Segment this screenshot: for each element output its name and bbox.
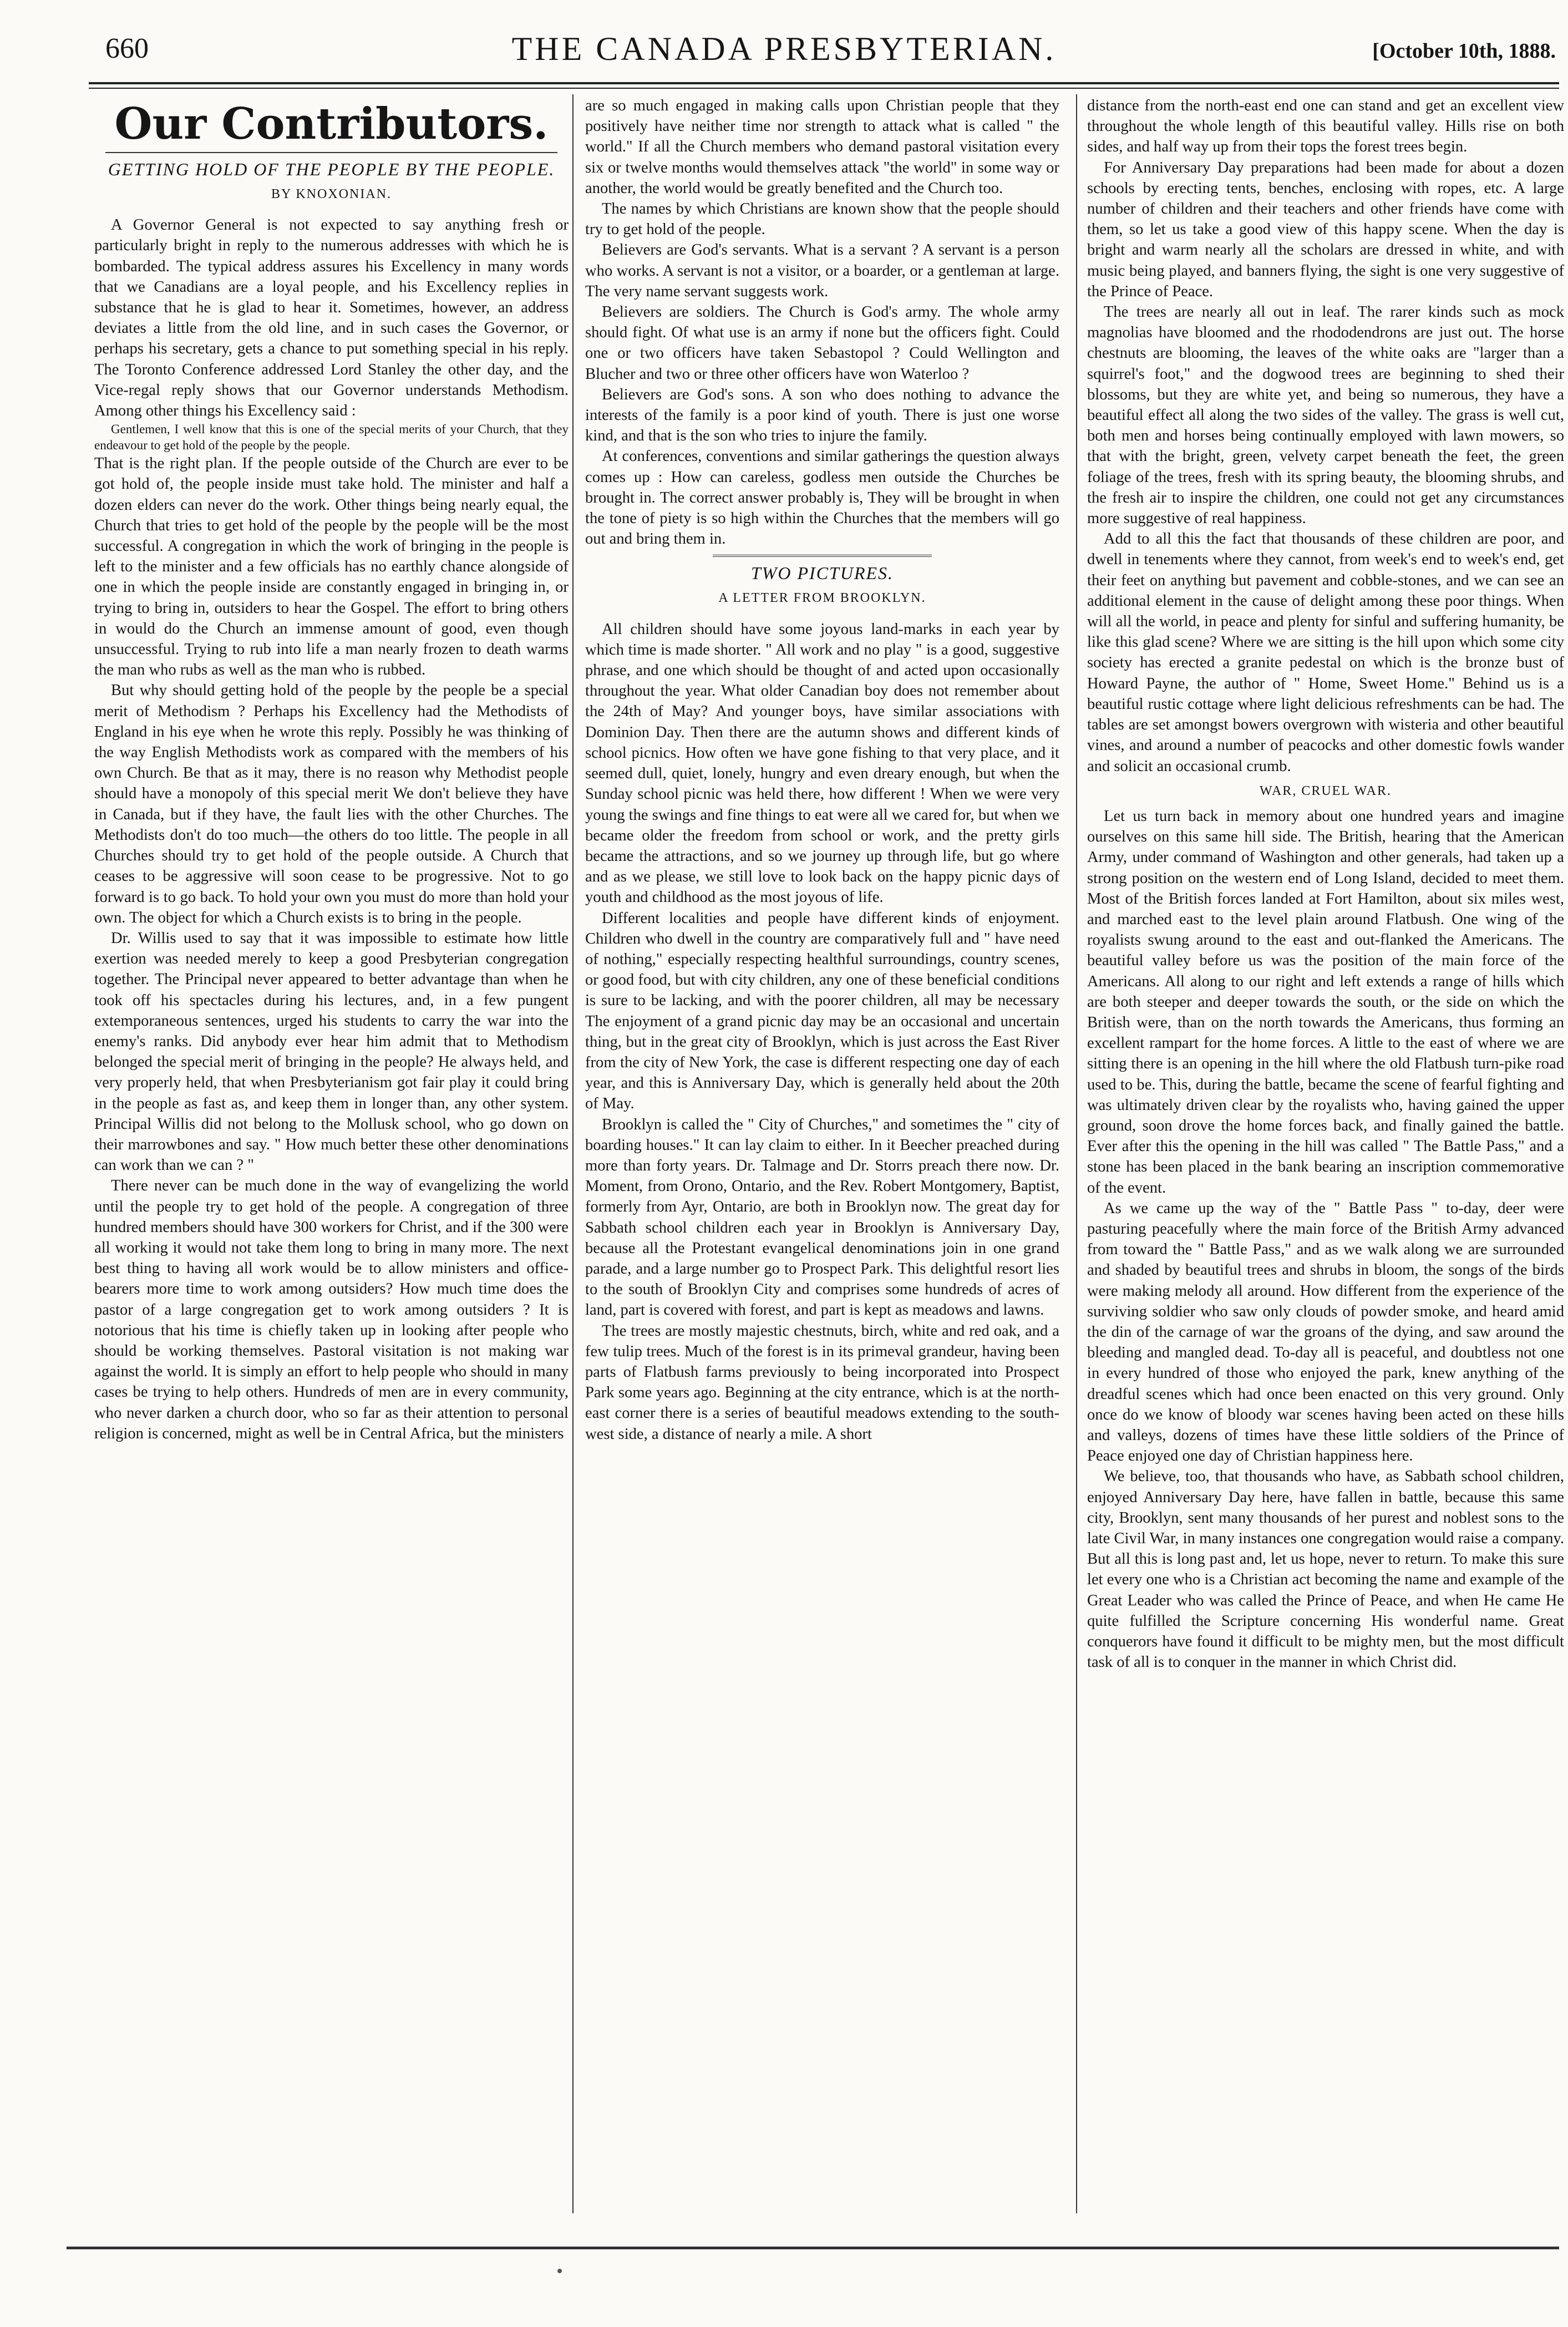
paragraph: Different localities and people have different kinds of enjoyment. Children who dwell in the country are comparatively full and " have need of nothing," especially respecting healthful surroundings, country scenes, or good food, but with city children, any one of these beneficial conditions is sure to be lacking, and with the poorer children, all may be necessary The enjoyment of a grand picnic day may be an occasional and uncertain thing, but in the great city of Brooklyn, which is just across the East River from the city of New York, the case is different respecting one day of each year, and this is Anniversary Day, which is generally held about the 20th of May.	[585, 909, 1059, 1113]
column-divider	[1076, 94, 1077, 2213]
newspaper-title: THE CANADA PRESBYTERIAN.	[511, 31, 1057, 67]
paragraph: Let us turn back in memory about one hundred years and imagine ourselves on this same hill side. The British, hearing that the American Army, under command of Washington and other generals, had taken up a strong position on the western end of Long Island, decided to meet them. Most of the British forces landed at Fort Hamilton, about six miles west, and marched east to the level plain around Flatbush. One wing of the royalists swung around to the east and out-flanked the Americans. The beautiful valley before us was the position of the main force of the Americans. All along to our right and left extends a range of hills which are both steeper and deeper towards the south, or the side on which the British were, than on the north towards the Americans, thus forming an excellent rampart for the home forces. A little to the east of where we are sitting there is an opening in the hill where the old Flatbush turn-pike road used to be. This, during the battle, became the scene of fearful fighting and was ultimately driven clear by the royalists who, having gained the upper ground, soon drove the home forces back, and finally gained the battle. Ever after this the opening in the hill was called " The Battle Pass," and a stone has been placed in the bank bearing an inscription commemorative of the event.	[1087, 807, 1564, 1197]
paragraph: There never can be much done in the way of evangelizing the world until the people try to get hold of the people. A congregation of three hundred members should have 300 workers for Christ, and if the 300 were all working it would not take them long to bring in many more. The next best thing to having all work would be to allow ministers and office-bearers more time to work among outsiders? How much time does the pastor of a large congregation get to work among outsiders ? It is notorious that his time is chiefly taken up in looking after people who should be working themselves. Pastoral visitation is not making war against the world. It is simply an effort to help people who should in many cases be trying to help others. Hundreds of men are in every community, who never darken a church door, who so far as their attention to personal religion is concerned, might as well be in Central Africa, but the ministers	[94, 1177, 569, 1442]
paragraph: Believers are God's sons. A son who does nothing to advance the interests of the family is a poor kind of youth. There is just one worse kind, and that is the son who tries to injure the family.	[585, 386, 1059, 445]
header-rule-thin	[89, 88, 1559, 89]
paragraph: Brooklyn is called the " City of Churches," and sometimes the " city of boarding houses." It can lay claim to either. In it Beecher preached during more than forty years. Dr. Talmage and Dr. Storrs preach there now. Dr. Moment, from Orono, Ontario, and the Rev. Robert Montgomery, Baptist, formerly from Ayr, Ontario, are both in Brooklyn now. The great day for Sabbath school children each year in Brooklyn is Anniversary Day, because all the Protestant evangelical denominations join in one grand parade, and a large number go to Prospect Park. This delightful resort lies to the south of Brooklyn City and comprises some hundreds of acres of land, part is covered with forest, and part is kept as meadows and lawns.	[585, 1116, 1059, 1319]
column-divider	[572, 94, 574, 2213]
paragraph: We believe, too, that thousands who have, as Sabbath school children, enjoyed Anniversary Day here, have fallen in battle, because this same city, Brooklyn, sent many thousands of her purest and noblest sons to the late Civil War, in many instances one congregation would raise a company. But all this is long past and, let us hope, never to return. To make this sure let every one who is a Christian act becoming the name and example of the Great Leader who was called the Prince of Peace, and when He came He quite fulfilled the Scripture concerning His wonderful name. Great conquerors have found it difficult to be mighty men, but the most difficult task of all is to conquer in the manner in which Christ did.	[1087, 1468, 1564, 1671]
paragraph: As we came up the way of the " Battle Pass " to-day, deer were pasturing peacefully where the main force of the British Army advanced from toward the " Battle Pass," and as we walk along we are surrounded and shaded by beautiful trees and shrubs in bloom, the songs of the birds were making melody all around. How different from the experience of the surviving soldier who saw only clouds of powder smoke, and heard amid the din of the carnage of war the groans of the dying, and saw around the bleeding and mangled dead. To-day all is peaceful, and doubtless not one in every hundred of those who enjoyed the park, knew anything of the dreadful scenes which had once been enacted on this very ground. Only once do we know of bloody war scenes having been acted on these hills and valleys, dozens of times have these little soldiers of the Prince of Peace enjoyed one day of Christian happiness here.	[1087, 1199, 1564, 1465]
print-speck	[557, 2269, 562, 2273]
paragraph: But why should getting hold of the people by the people be a special merit of Methodism ? Perhaps his Excellency had the Methodists of England in his eye when he wrote this reply. Possibly he was thinking of the way English Methodists work as compared with the members of his own Church. Be that as it may, there is no reason why Methodist people should have a monopoly of this special merit We don't believe they have in Canada, but if they have, the fault lies with the other Churches. The Methodists don't do too much—the others do too little. The people in all Churches should try to get hold of the people outside. A Church that ceases to be aggressive will soon cease to be progressive. Not to go forward is to go back. To hold your own you must do more than hold your own. The object for which a Church exists is to bring in the people.	[94, 682, 569, 926]
paragraph: distance from the north-east end one can stand and get an excellent view throughout the whole length of this beautiful valley. Hills rise on both sides, and half way up from their tops the forest trees begin.	[1087, 97, 1564, 156]
column-2	[585, 95, 1059, 1444]
article-title: TWO PICTURES.	[750, 563, 894, 584]
paragraph: The names by which Christians are known show that the people should try to get hold of the people.	[585, 200, 1059, 239]
subheading: WAR, CRUEL WAR.	[1259, 783, 1392, 798]
paragraph: are so much engaged in making calls upon Christian people that they positively have neither time nor strength to attack what is called " the world." If all the Church members who demand pastoral visitation every six or twelve months would themselves attack "the world" in some way or another, the world would be greatly benefited and the Church too.	[585, 97, 1059, 197]
paragraph: Believers are soldiers. The Church is God's army. The whole army should fight. Of what use is an army if none but the officers fight. Could one or two officers have taken Sebastopol ? Could Wellington and Blucher and two or three other officers have won Waterloo ?	[585, 303, 1059, 383]
column-1	[94, 95, 569, 1444]
paragraph: For Anniversary Day preparations had been made for about a dozen schools by erecting tents, benches, enclosing with ropes, etc. A large number of children and their teachers and other friends have come with them, so let us take a good view of this happy scene. When the day is bright and warm nearly all the scholars are dressed in white, and with music being played, and banners flying, the sight is one very suggestive of the Prince of Peace.	[1087, 159, 1564, 300]
footer-rule	[67, 2247, 1559, 2249]
section-rule	[105, 152, 557, 153]
paragraph: The trees are mostly majestic chestnuts, birch, white and red oak, and a few tulip trees. Much of the forest is in its primeval grandeur, having been parts of Flatbush farms previously to being incorporated into Prospect Park some years ago. Beginning at the city entrance, which is at the north-east corner there is a series of beautiful meadows extending to the south-west side, a distance of nearly a mile. A short	[585, 1322, 1059, 1443]
paragraph: The trees are nearly all out in leaf. The rarer kinds such as mock magnolias have bloomed and the rhododendrons are just out. The horse chestnuts are blooming, the leaves of the white oaks are "larger than a squirrel's foot," and the dogwood trees are beginning to shed their blossoms, but they are white yet, and being so numerous, they have a beautiful effect all along the two sides of the valley. The grass is well cut, both men and horses being continually employed with lawn mowers, so that with the bright, green, velvety carpet beneath the feet, the green foliage of the trees, fresh with its spring beauty, the blooming shrubs, and the fresh air to inspire the children, one could not get any circumstances more suggestive of real happiness.	[1087, 303, 1564, 528]
paragraph: Believers are God's servants. What is a servant ? A servant is a person who works. A servant is not a visitor, or a boarder, or a gentleman at large. The very name servant suggests work.	[585, 241, 1059, 300]
article-separator	[713, 555, 932, 557]
block-quote: Gentlemen, I well know that this is one of the special merits of your Church, that they endeavour to get hold of the people by the people.	[94, 422, 569, 453]
article-byline: A LETTER FROM BROOKLYN.	[718, 591, 926, 606]
article-title: GETTING HOLD OF THE PEOPLE BY THE PEOPLE.	[108, 159, 555, 179]
paragraph: A Governor General is not expected to say anything fresh or particularly bright in reply to the numerous addresses with which he is bombarded. The typical address assures his Excellency in many words that we Canadians are a loyal people, and his Excellency replies in substance that he is glad to hear it. Sometimes, however, an address deviates a little from the old line, and in such cases the Governor, or perhaps his secretary, gets a chance to put something special in his reply. The Toronto Conference addressed Lord Stanley the other day, and the Vice-regal reply shows that our Governor understands Methodism. Among other things his Excellency said :	[94, 216, 569, 420]
article-byline: BY KNOXONIAN.	[271, 187, 392, 201]
paragraph: Dr. Willis used to say that it was impossible to estimate how little exertion was needed merely to keep a good Presbyterian congregation together. The Principal never appeared to better advantage than when he took off his spectacles during his lectures, and, in a few pungent extemporaneous sentences, urged his students to carry the war into the enemy's ranks. Did anybody ever hear him admit that to Methodism belonged the special merit of bringing in the people? He always held, and very properly held, that when Presbyterianism got fair play it could bring in the people as fast as, and keep them in longer than, any other system. Principal Willis did not belong to the Mollusk school, who go down on their marrowbones and say. " How much better these other denominations can work than we can ? "	[94, 929, 569, 1174]
issue-date: [October 10th, 1888.	[1372, 39, 1556, 63]
paragraph: Add to all this the fact that thousands of these children are poor, and dwell in tenements where they cannot, from week's end to week's end, get their feet on anything but pavement and cobble-stones, and we can see an additional element in the cause of delight among these poor things. When will all the world, in peace and plenty for sinful and suffering humanity, be like this glad scene? Where we are sitting is the hill upon which some city society has erected a granite pedestal on which is the bronze bust of Howard Payne, the author of " Home, Sweet Home." Behind us is a beautiful rustic cottage where light delicious refreshments can be had. The tables are set amongst bowers overgrown with wisteria and other beautiful vines, and around a number of peacocks and other domestic fowls wander and solicit an occasional crumb.	[1087, 530, 1564, 775]
paragraph: At conferences, conventions and similar gatherings the question always comes up : How can careless, godless men outside the Churches be brought in. The correct answer probably is, They will be brought in when the tone of piety is so high within the Churches that the members will go out and bring them in.	[585, 448, 1059, 548]
column-3	[1087, 95, 1564, 1672]
paragraph: That is the right plan. If the people outside of the Church are ever to be got hold of, the people inside must take hold. The minister and half a dozen elders can never do the work. Other things being nearly equal, the Church that tries to get hold of the people by the people will be the most successful. A congregation in which the work of bringing in the people is left to the minister and a few officials has no earthly chance alongside of one in which the people inside are constantly engaged in bringing in, or trying to bring in, outsiders to hear the Gospel. The effort to bring others in would do the Church an immense amount of good, even though unsuccessful. Trying to rub into life a man nearly frozen to death warms the man who rubs as well as the man who is rubbed.	[94, 455, 569, 679]
header-rule	[89, 82, 1559, 84]
page-number: 660	[105, 33, 149, 64]
section-title: Our Contributors.	[114, 99, 549, 149]
paragraph: All children should have some joyous land-marks in each year by which time is made shorter. " All work and no play " is a good, suggestive phrase, and one which should be thought of and acted upon occasionally throughout the year. What older Canadian boy does not remember about the 24th of May? And younger boys, have similar associations with Dominion Day. Then there are the autumn shows and different kinds of school picnics. How often we have gone fishing to that very place, and it seemed dull, quiet, lonely, hungry and even dreary enough, but when the Sunday school picnic was held there, how different ! When we were very young the swings and fine things to eat were all we cared for, but when we became older the freedom from school or work, and the pretty girls became the attractions, and so we journey up through life, but go where and as we please, we still love to look back on the happy picnic days of youth and childhood as the most joyous of life.	[585, 620, 1059, 906]
page-header	[0, 0, 1568, 89]
